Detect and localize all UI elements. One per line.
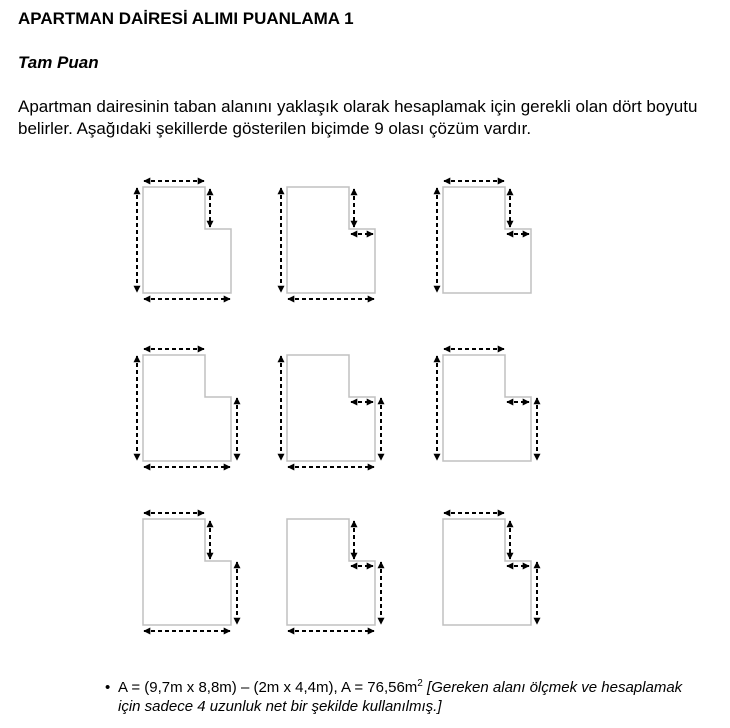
answer-item: [105, 678, 705, 716]
solution-diagram: [137, 349, 237, 467]
floor-plan-outline: [443, 519, 531, 625]
intro-paragraph: Apartman dairesinin taban alanını yaklaşık olarak hesaplamak için gerekli olan dört boyutu belirler. Aşağıdaki şekillerde gösterilen biçimde 9 olası çözüm vardır.: [18, 97, 698, 138]
page-title: APARTMAN DAİRESİ ALIMI PUANLAMA 1: [18, 9, 354, 28]
solution-diagram: [281, 355, 381, 467]
bullet: •: [105, 679, 111, 696]
solution-diagram: [437, 181, 531, 293]
floor-plan-outline: [143, 187, 231, 293]
floor-plan-outline: [287, 355, 375, 461]
section-subtitle: Tam Puan: [18, 53, 99, 72]
floor-plan-outline: [143, 519, 231, 625]
solution-diagram: [443, 513, 537, 625]
solution-diagram: [143, 513, 237, 631]
floor-plan-outline: [443, 187, 531, 293]
area-formula: A = (9,7m x 8,8m) – (2m x 4,4m), A = 76,56m: [118, 679, 418, 696]
floor-plan-outline: [143, 355, 231, 461]
solution-diagram: [137, 181, 231, 299]
floor-plan-outline: [287, 187, 375, 293]
floor-plan-outline: [287, 519, 375, 625]
answer-list: [105, 678, 705, 716]
solution-diagram: [281, 187, 375, 299]
solution-diagram: [287, 519, 381, 631]
area-unit-exponent: 2: [417, 678, 423, 689]
answer-note: [Gereken alanı ölçmek ve hesaplamak için sadece 4 uzunluk net bir şekilde kullanılmış.]: [118, 679, 683, 715]
solution-diagram: [437, 349, 537, 461]
floor-plan-outline: [443, 355, 531, 461]
